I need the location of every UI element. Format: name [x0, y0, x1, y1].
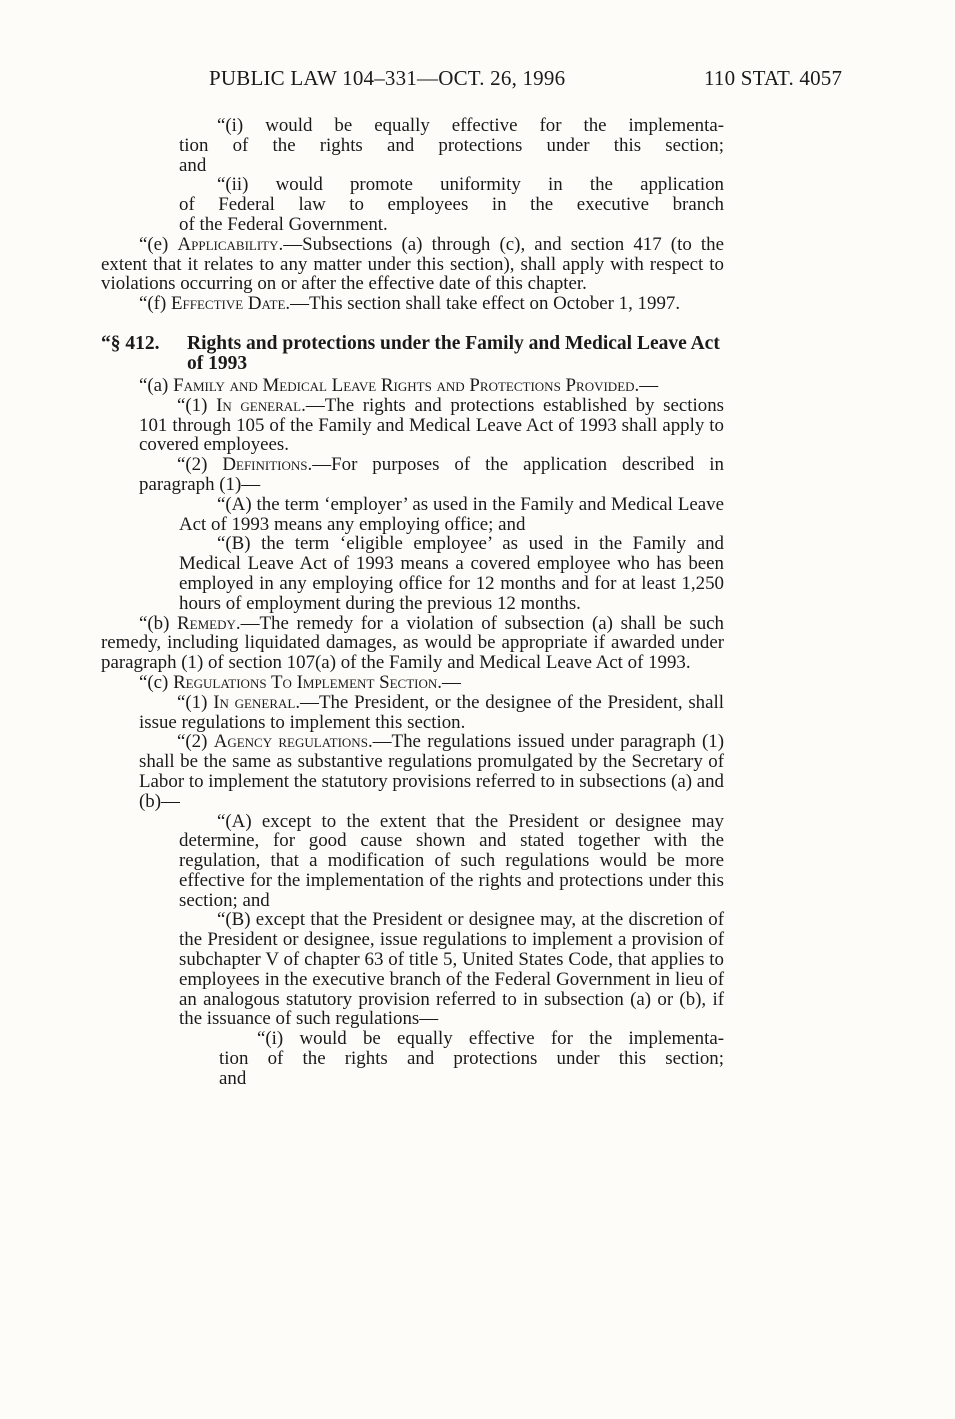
subsection-b: “(b) Remedy.—The remedy for a violation of subsection (a) shall be such remedy, including liquidated damages, as would be appropriate if awarded under paragraph (1) of section 107(a) of the Family and Medical Leave Act of 1993. — [101, 612, 724, 674]
subparagraph-c-2-A: “(A) except to the extent that the President or designee may determine, for good cause shown and stated together with the regulation, that a modification of such regulations would be more effective for the implementation of the rights and protections under this section; and — [179, 810, 724, 911]
clause-ii-top: “(ii) would promote uniformity in the application of Federal law to employees in the executive branch of the Federal Government. — [179, 174, 724, 235]
section-title: Rights and protections under the Family and Medical Leave Act of 1993 — [187, 332, 720, 374]
paragraph-c-1: “(1) In general.—The President, or the designee of the President, shall issue regulations to implement this section. — [139, 691, 725, 733]
subparagraph-a-2-B: “(B) the term ‘eligible employee’ as used in the Family and Medical Leave Act of 1993 means a covered employee who has been employed in any employing office for 12 months and for at least 1,250 hours of employment during the previous 12 months. — [179, 533, 724, 614]
running-header — [0, 66, 955, 92]
subparagraph-a-2-A: “(A) the term ‘employer’ as used in the Family and Medical Leave Act of 1993 means any employing office; and — [179, 493, 724, 535]
section-412-heading-block — [101, 334, 724, 374]
clause-c-2-B-i: “(i) would be equally effective for the implementa- tion of the rights and protections under this section; and — [219, 1028, 724, 1089]
header-stat-page: 110 STAT. 4057 — [704, 66, 843, 90]
subsection-a: “(a) Family and Medical Leave Rights and Protections Provided.— — [139, 374, 659, 396]
subsection-c: “(c) Regulations To Implement Section.— — [139, 671, 461, 693]
section-number: “§ 412. — [101, 332, 160, 354]
subsection-a-heading: Family and Medical Leave Rights and Protections Provided — [173, 374, 635, 396]
clause-i-top: “(i) would be equally effective for the implementa- tion of the rights and protections under this section; and — [179, 115, 724, 176]
statute-body — [101, 116, 724, 1089]
subsection-e: “(e) Applicability.—Subsections (a) through (c), and section 417 (to the extent that it relates to any matter under this section), shall apply with respect to violations occurring on or after the effective date of this chapter. — [101, 233, 724, 295]
subsection-f-heading: Effective Date — [170, 293, 286, 315]
subparagraph-c-2-B: “(B) except that the President or designee may, at the discretion of the President or designee, issue regulations to implement a provision of subchapter V of chapter 63 of title 5, United States Code, that applies to employees in the executive branch of the Federal Government in lieu of an analogous statutory provision referred to in subsection (a) or (b), if the issuance of such regulations— — [179, 909, 724, 1030]
paragraph-c-2: “(2) Agency regulations.—The regulations issued under paragraph (1) shall be the same as substantive regulations promulgated by the Secretary of Labor to implement the statutory provisions referred to in subsections (a) and (b)— — [139, 731, 724, 812]
subsection-b-heading: Remedy — [177, 612, 236, 634]
paragraph-a-2: “(2) Definitions.—For purposes of the application described in paragraph (1)— — [139, 454, 724, 495]
subsection-c-heading: Regulations To Implement Section — [173, 671, 438, 693]
subsection-e-heading: Applicability — [177, 233, 279, 255]
section-heading — [101, 334, 724, 374]
header-public-law: PUBLIC LAW 104–331—OCT. 26, 1996 — [209, 66, 566, 90]
paragraph-a-1: “(1) In general.—The rights and protections established by sections 101 through 105 of the Family and Medical Leave Act of 1993 shall apply to covered employees. — [139, 394, 725, 456]
subsection-f: “(f) Effective Date.—This section shall take effect on October 1, 1997. — [139, 293, 681, 315]
